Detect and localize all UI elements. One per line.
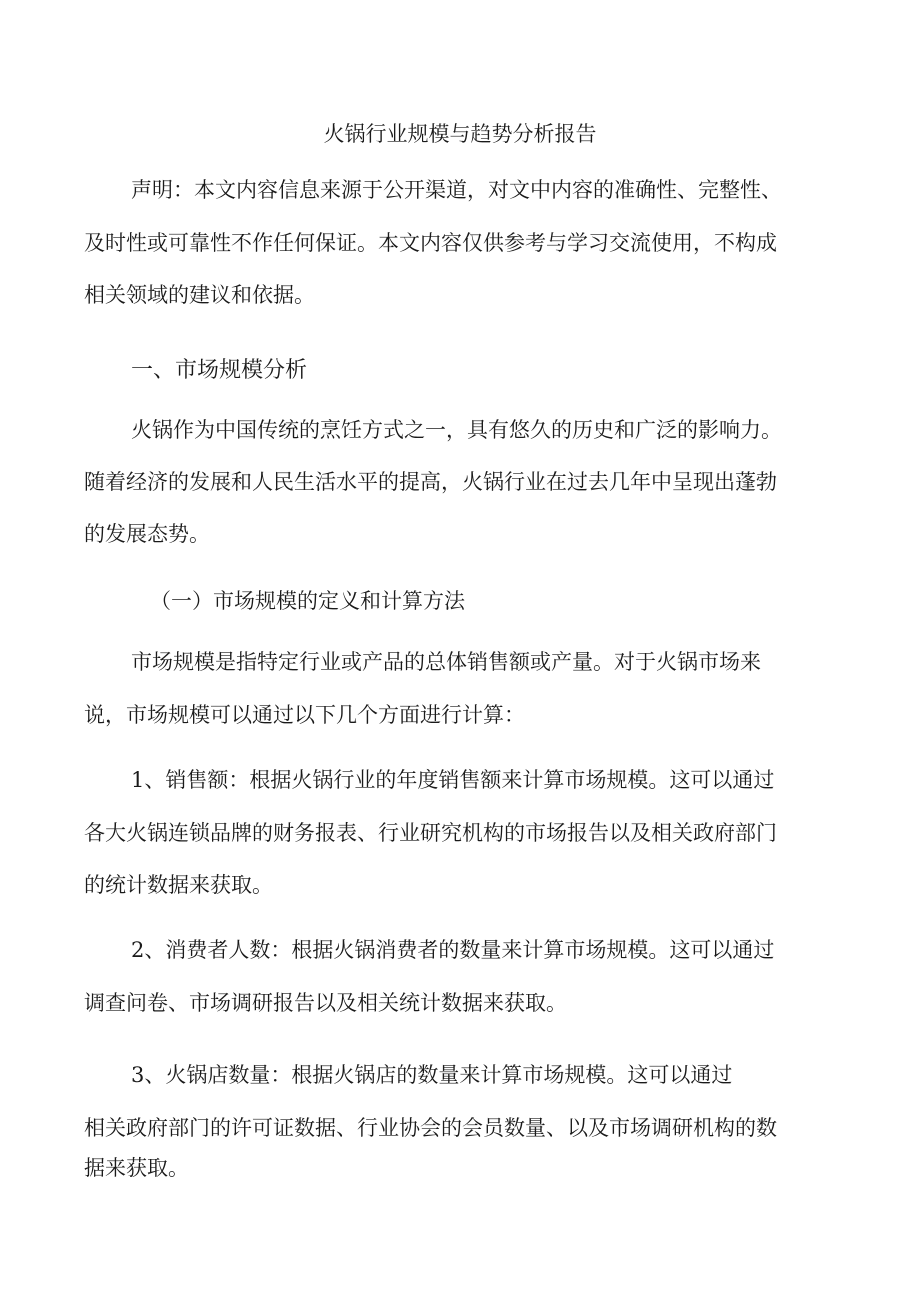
subsection-heading: （一）市场规模的定义和计算方法	[150, 589, 465, 613]
disclaimer-line: 及时性或可靠性不作任何保证。本文内容仅供参考与学习交流使用，不构成	[84, 231, 777, 255]
disclaimer-line: 声明：本文内容信息来源于公开渠道，对文中内容的准确性、完整性、	[131, 178, 782, 202]
document-title: 火锅行业规模与趋势分析报告	[323, 122, 597, 146]
list-item-line: 据来获取。	[84, 1156, 189, 1180]
paragraph-line: 的发展态势。	[84, 522, 210, 546]
list-item-line: 1、销售额：根据火锅行业的年度销售额来计算市场规模。这可以通过	[131, 768, 775, 792]
paragraph-line: 市场规模是指特定行业或产品的总体销售额或产量。对于火锅市场来	[131, 650, 761, 674]
list-item-line: 相关政府部门的许可证数据、行业协会的会员数量、以及市场调研机构的数	[84, 1116, 777, 1140]
list-item-line: 各大火锅连锁品牌的财务报表、行业研究机构的市场报告以及相关政府部门	[84, 821, 777, 845]
section-heading: 一、市场规模分析	[131, 358, 308, 383]
paragraph-line: 火锅作为中国传统的烹饪方式之一，具有悠久的历史和广泛的影响力。	[131, 418, 782, 442]
paragraph-line: 随着经济的发展和人民生活水平的提高，火锅行业在过去几年中呈现出蓬勃	[84, 470, 777, 494]
list-item-line: 的统计数据来获取。	[84, 873, 273, 897]
disclaimer-line: 相关领域的建议和依据。	[84, 283, 315, 307]
list-item-line: 3、火锅店数量：根据火锅店的数量来计算市场规模。这可以通过	[131, 1063, 733, 1087]
list-item-line: 调查问卷、市场调研报告以及相关统计数据来获取。	[84, 991, 567, 1015]
list-item-line: 2、消费者人数：根据火锅消费者的数量来计算市场规模。这可以通过	[131, 938, 775, 962]
paragraph-line: 说，市场规模可以通过以下几个方面进行计算：	[84, 703, 525, 727]
